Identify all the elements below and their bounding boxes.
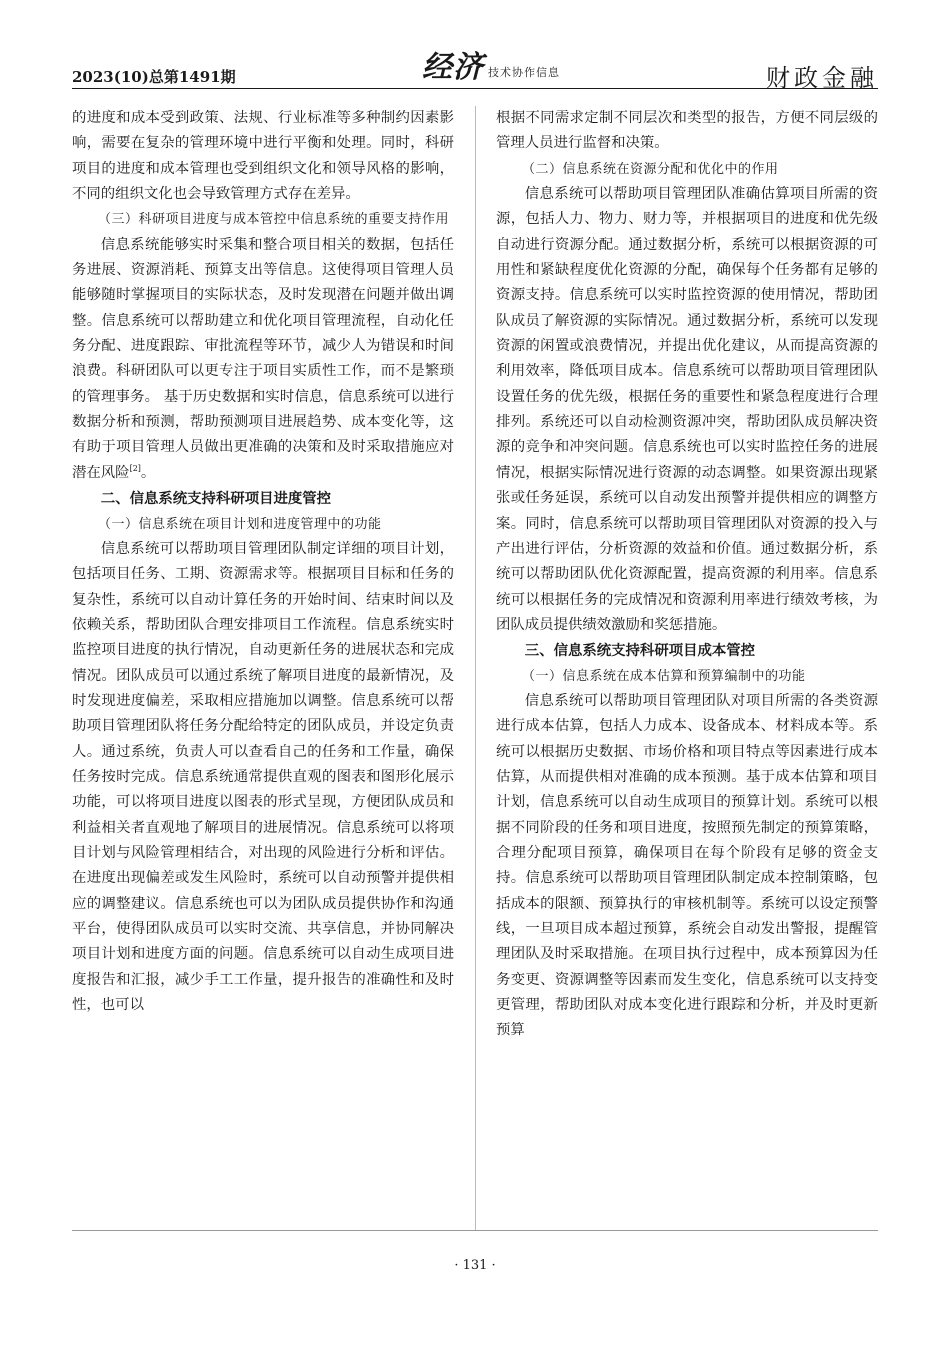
paragraph-text: 信息系统能够实时采集和整合项目相关的数据，包括任务进展、资源消耗、预算支出等信息。这使得项目管理人员能够随时掌握项目的实际状态，及时发现潜在问题并做出调整。信息系统可以帮助建立和优化项目管理流程，自动化任务分配、进度跟踪、审批流程等环节，减少人为错误和时间浪费。科研团队可以更专注于项目实质性工作，而不是繁琐的管理事务。 基于历史数据和实时信息，信息系统可以进行数据分析和预测，帮助预测项目进展趋势、成本变化等，这有助于项目管理人员做出更准确的决策和及时采取措施应对潜在风险 bbox=[72, 236, 454, 481]
body-paragraph bbox=[72, 233, 454, 486]
page-number: · 131 · bbox=[454, 1258, 496, 1273]
subsection-heading: （三）科研项目进度与成本管控中信息系统的重要支持作用 bbox=[98, 212, 450, 228]
section-heading: 二、信息系统支持科研项目进度管控 bbox=[100, 490, 332, 508]
header-rule bbox=[72, 88, 878, 89]
section-title: 财政金融 bbox=[766, 64, 878, 92]
body-paragraph: 的进度和成本受到政策、法规、行业标准等多种制约因素影响，需要在复杂的管理环境中进行平衡和处理。同时，科研项目的进度和成本管理也受到组织文化和领导风格的影响，不同的组织文化也会导致管理方式存在差异。 bbox=[72, 110, 454, 203]
footer-rule bbox=[72, 1230, 878, 1231]
body-paragraph: 根据不同需求定制不同层次和类型的报告，方便不同层级的管理人员进行监督和决策。 bbox=[496, 110, 878, 152]
column-divider bbox=[475, 106, 476, 1230]
section-heading: 三、信息系统支持科研项目成本管控 bbox=[524, 642, 756, 660]
right-column bbox=[496, 106, 878, 1044]
journal-logo-brand: 经济 bbox=[422, 50, 484, 85]
body-paragraph: 信息系统可以帮助项目管理团队准确估算项目所需的资源，包括人力、物力、财力等，并根据项目的进度和优先级自动进行资源分配。通过数据分析，系统可以根据资源的可用性和紧缺程度优化资源的分配，确保每个任务都有足够的资源支持。信息系统可以实时监控资源的使用情况，帮助团队成员了解资源的实际情况。通过数据分析，系统可以发现资源的闲置或浪费情况，并提出优化建议，从而提高资源的利用效率，降低项目成本。信息系统可以帮助项目管理团队设置任务的优先级，根据任务的重要性和紧急程度进行合理排列。系统还可以自动检测资源冲突，帮助团队成员解决资源的竞争和冲突问题。信息系统也可以实时监控任务的进展情况，根据实际情况进行资源的动态调整。如果资源出现紧张或任务延误，系统可以自动发出预警并提供相应的调整方案。同时，信息系统可以帮助项目管理团队对资源的投入与产出进行评估，分析资源的效益和价值。通过数据分析，系统可以帮助团队优化资源配置，提高资源的利用率。信息系统可以根据任务的完成情况和资源利用率进行绩效考核，为团队成员提供绩效激励和奖惩措施。 bbox=[496, 186, 878, 633]
body-paragraph: 信息系统可以帮助项目管理团队对项目所需的各类资源进行成本估算，包括人力成本、设备成本、材料成本等。系统可以根据历史数据、市场价格和项目特点等因素进行成本估算，从而提供相对准确的成本预测。基于成本估算和项目计划，信息系统可以自动生成项目的预算计划。系统可以根据不同阶段的任务和项目进度，按照预先制定的预算策略，合理分配项目预算，确保项目在每个阶段有足够的资金支持。信息系统可以帮助项目管理团队制定成本控制策略，包括成本的限额、预算执行的审核机制等。系统可以设定预警线，一旦项目成本超过预算，系统会自动发出警报，提醒管理团队及时采取措施。在项目执行过程中，成本预算因为任务变更、资源调整等因素而发生变化，信息系统可以支持变更管理，帮助团队对成本变化进行跟踪和分析，并及时更新预算 bbox=[496, 692, 878, 1039]
journal-logo bbox=[422, 52, 560, 84]
body-paragraph: 信息系统可以帮助项目管理团队制定详细的项目计划，包括项目任务、工期、资源需求等。根据项目目标和任务的复杂性，系统可以自动计算任务的开始时间、结束时间以及依赖关系，帮助团队合理安排项目工作流程。信息系统实时监控项目进度的执行情况，自动更新任务的进展状态和完成情况。团队成员可以通过系统了解项目进度的最新情况，及时发现进度偏差，采取相应措施加以调整。信息系统可以帮助项目管理团队将任务分配给特定的团队成员，并设定负责人。通过系统，负责人可以查看自己的任务和工作量，确保任务按时完成。信息系统通常提供直观的图表和图形化展示功能，可以将项目进度以图表的形式呈现，方便团队成员和利益相关者直观地了解项目的进展情况。信息系统可以将项目计划与风险管理相结合，对出现的风险进行分析和评估。在进度出现偏差或发生风险时，系统可以自动预警并提供相应的调整建议。信息系统也可以为团队成员提供协作和沟通平台，使得团队成员可以实时交流、共享信息，并协同解决项目计划和进度方面的问题。信息系统可以自动生成项目进度报告和汇报，减少手工工作量，提升报告的准确性和及时性，也可以 bbox=[72, 540, 454, 1014]
journal-logo-subtitle: 技术协作信息 bbox=[488, 66, 560, 79]
page-header bbox=[72, 48, 878, 92]
paragraph-end: 。 bbox=[140, 464, 156, 481]
subsection-heading: （一）信息系统在成本估算和预算编制中的功能 bbox=[522, 668, 806, 684]
citation-marker: [2] bbox=[129, 464, 141, 474]
left-column bbox=[72, 106, 454, 1018]
subsection-heading: （二）信息系统在资源分配和优化中的作用 bbox=[522, 161, 779, 177]
subsection-heading: （一）信息系统在项目计划和进度管理中的功能 bbox=[98, 516, 382, 532]
issue-number: 2023(10)总第1491期 bbox=[72, 68, 236, 86]
